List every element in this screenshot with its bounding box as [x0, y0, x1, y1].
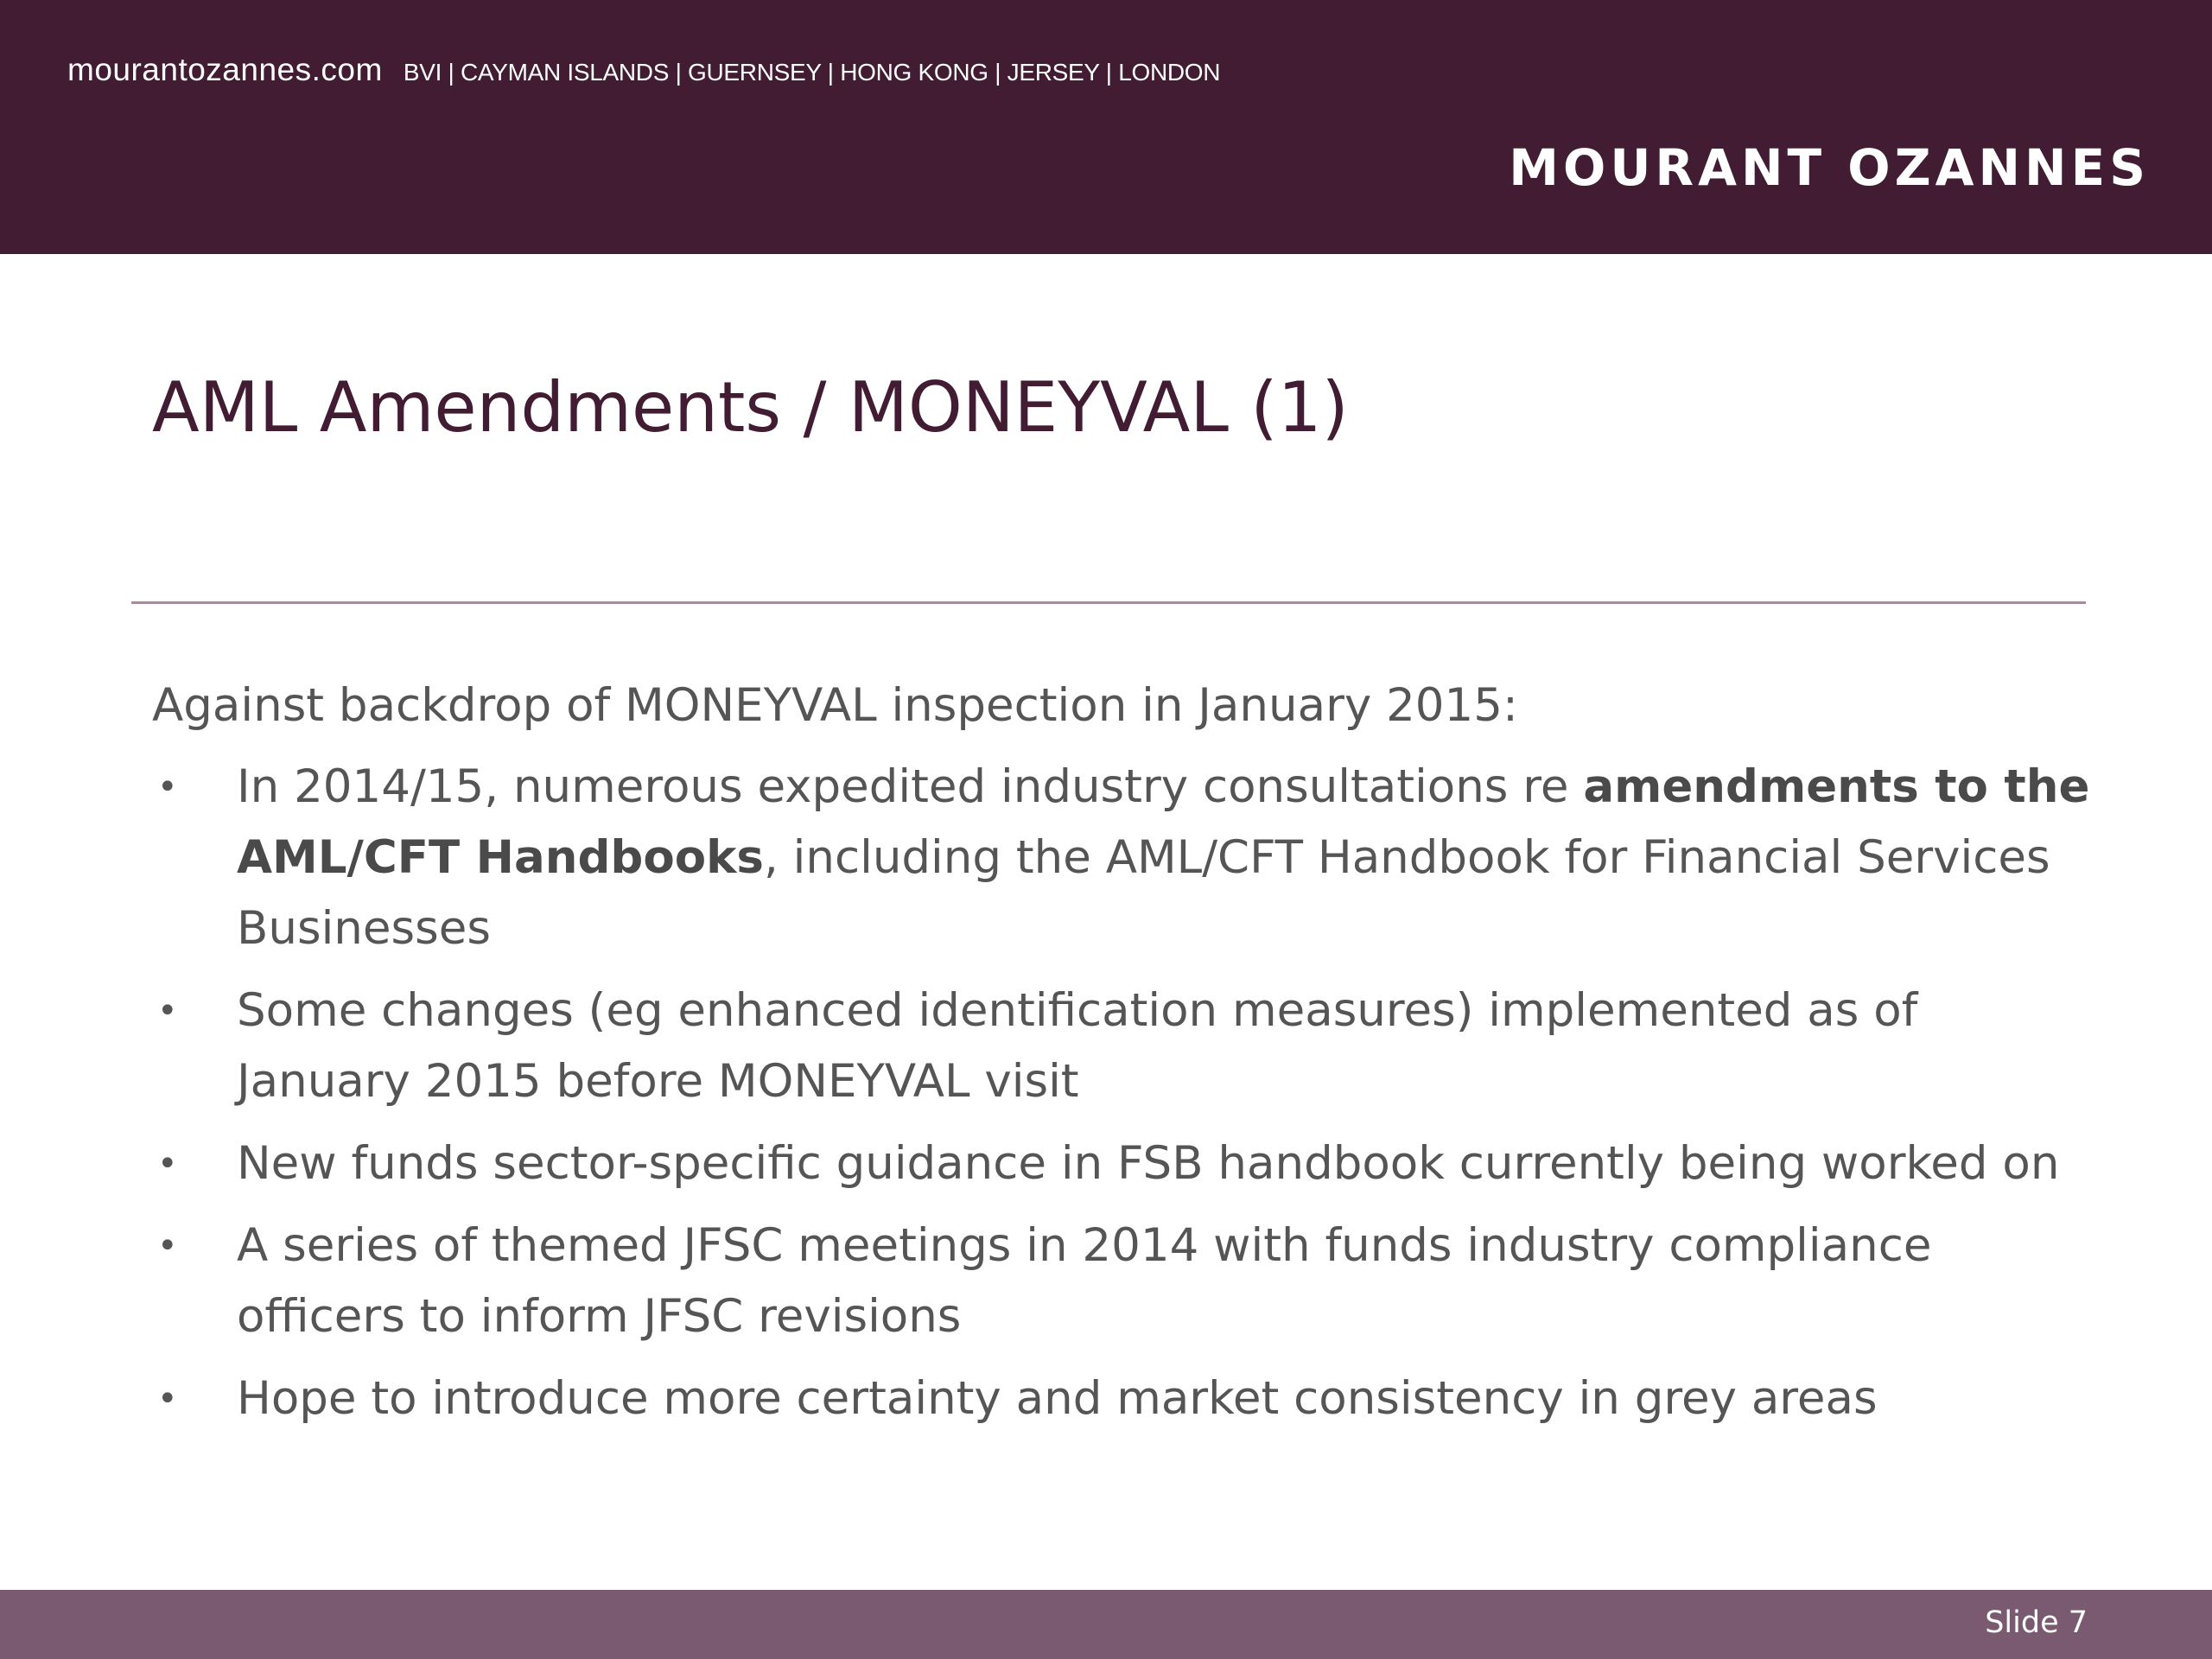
bullet-text-part: In 2014/15, numerous expedited industry consultations re — [237, 760, 1584, 813]
bullet-text: Some changes (eg enhanced identification measures) implemented as of January 2015 before MONEYVAL visit — [237, 984, 1918, 1108]
bullet-item — [152, 1363, 2096, 1434]
bullet-item — [152, 976, 2096, 1117]
slide-title: AML Amendments / MONEYVAL (1) — [152, 367, 1349, 448]
bullet-list — [152, 752, 2096, 1434]
slide-number: Slide 7 — [1985, 1605, 2088, 1640]
bullet-item — [152, 1128, 2096, 1199]
intro-text: Against backdrop of MONEYVAL inspection in January 2015: — [152, 679, 1518, 732]
bullet-marker: • — [157, 1144, 178, 1184]
title-divider — [131, 601, 2086, 604]
bullet-text: Hope to introduce more certainty and market consistency in grey areas — [237, 1372, 1878, 1425]
bullet-text-bold: amendments to the AML/CFT Handbooks — [237, 760, 2090, 884]
bullet-marker: • — [157, 767, 178, 807]
bullet-text — [237, 760, 2089, 955]
bullet-text: A series of themed JFSC meetings in 2014 with funds industry compliance officers to inform JFSC revisions — [237, 1219, 1932, 1343]
bullet-text-part: , including the AML/CFT Handbook for Financial Services Businesses — [237, 831, 2050, 955]
bullet-marker: • — [157, 1226, 178, 1266]
header-bar — [0, 0, 2212, 254]
bullet-marker: • — [157, 991, 178, 1031]
footer-bar — [0, 1590, 2212, 1659]
header-links — [67, 52, 1220, 95]
bullet-item — [152, 1211, 2096, 1352]
bullet-marker: • — [157, 1379, 178, 1419]
site-url-link[interactable]: mourantozannes.com — [67, 52, 383, 87]
office-locations: BVI | CAYMAN ISLANDS | GUERNSEY | HONG KONG | JERSEY | LONDON — [403, 59, 1221, 86]
bullet-item — [152, 752, 2096, 964]
bullet-text: New funds sector-specific guidance in FSB handbook currently being worked on — [237, 1137, 2060, 1190]
brand-logo-text: MOURANT OZANNES — [1509, 138, 2150, 197]
slide-content — [152, 671, 2096, 1446]
